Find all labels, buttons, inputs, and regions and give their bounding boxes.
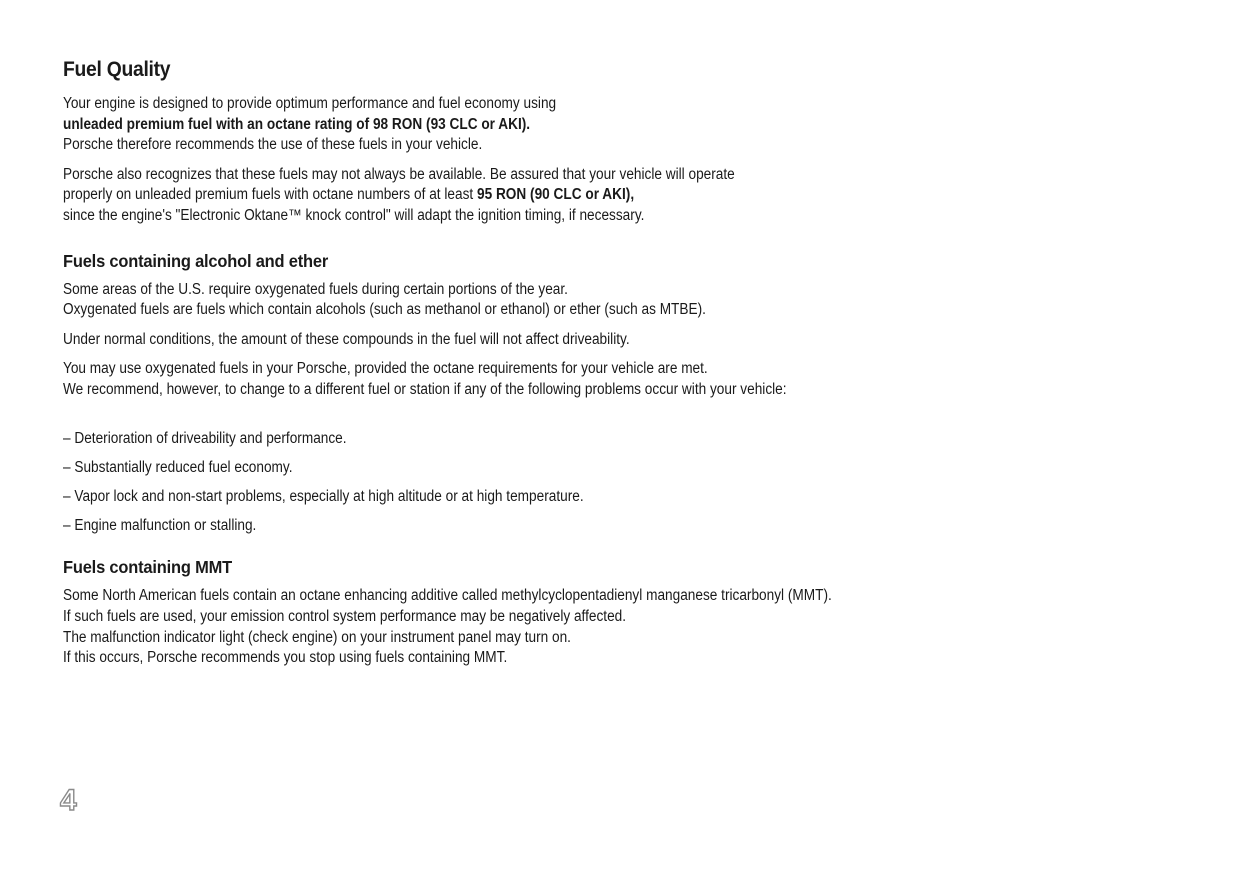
intro-paragraph-1 (63, 94, 1049, 156)
intro-minimum-octane: 95 RON (90 CLC or AKI), (476, 186, 635, 204)
intro-line: Your engine is designed to provide optimum performance and fuel economy using (63, 95, 557, 112)
problem-list-item: – Substantially reduced fuel economy. (63, 458, 293, 476)
problem-list-item: – Engine malfunction or stalling. (63, 516, 257, 534)
problem-list-item: – Vapor lock and non-start problems, especially at high altitude or at high temperature. (63, 487, 584, 505)
alcohol-ether-section (63, 251, 1183, 537)
intro-paragraph-2 (63, 165, 1049, 227)
alcohol-line: Oxygenated fuels are fuels which contain alcohols (such as methanol or ethanol) or ether (such as MTBE). (63, 301, 706, 319)
page-number: 4 (60, 784, 77, 817)
intro-line: Porsche also recognizes that these fuels may not always be available. Be assured that your vehicle will operate (63, 165, 735, 183)
mmt-line: Some North American fuels contain an octane enhancing additive called methylcyclopentadienyl manganese tricarbonyl (MMT). (63, 587, 832, 605)
intro-line: Porsche therefore recommends the use of these fuels in your vehicle. (63, 136, 483, 154)
alcohol-paragraph-1 (63, 280, 1049, 321)
intro-line-text: properly on unleaded premium fuels with octane numbers of at least (63, 186, 477, 204)
section-heading-mmt: Fuels containing MMT (63, 557, 232, 578)
mmt-section (63, 557, 1183, 668)
page-title: Fuel Quality (63, 58, 171, 81)
mmt-line: If this occurs, Porsche recommends you stop using fuels containing MMT. (63, 649, 508, 667)
alcohol-line: Some areas of the U.S. require oxygenated fuels during certain portions of the year. (63, 280, 568, 298)
section-heading-alcohol-ether: Fuels containing alcohol and ether (63, 250, 329, 271)
mmt-paragraph (63, 586, 1049, 668)
problem-list-item: – Deterioration of driveability and performance. (63, 429, 347, 447)
alcohol-line: We recommend, however, to change to a different fuel or station if any of the following problems occur with your vehicle: (63, 380, 787, 398)
intro-line (63, 185, 1049, 206)
alcohol-paragraph-2 (63, 330, 1049, 351)
mmt-line: The malfunction indicator light (check engine) on your instrument panel may turn on. (63, 628, 571, 646)
alcohol-paragraph-3 (63, 359, 1049, 400)
mmt-line: If such fuels are used, your emission control system performance may be negatively affected. (63, 608, 627, 625)
intro-line: since the engine's "Electronic Oktane™ knock control" will adapt the ignition timing, if necessary. (63, 206, 645, 224)
intro-octane-requirement: unleaded premium fuel with an octane rating of 98 RON (93 CLC or AKI). (63, 115, 531, 133)
alcohol-line: You may use oxygenated fuels in your Porsche, provided the octane requirements for your vehicle are met. (63, 360, 708, 378)
alcohol-line: Under normal conditions, the amount of these compounds in the fuel will not affect driveability. (63, 330, 630, 348)
document-page (63, 58, 1183, 678)
problem-list (63, 429, 1183, 537)
